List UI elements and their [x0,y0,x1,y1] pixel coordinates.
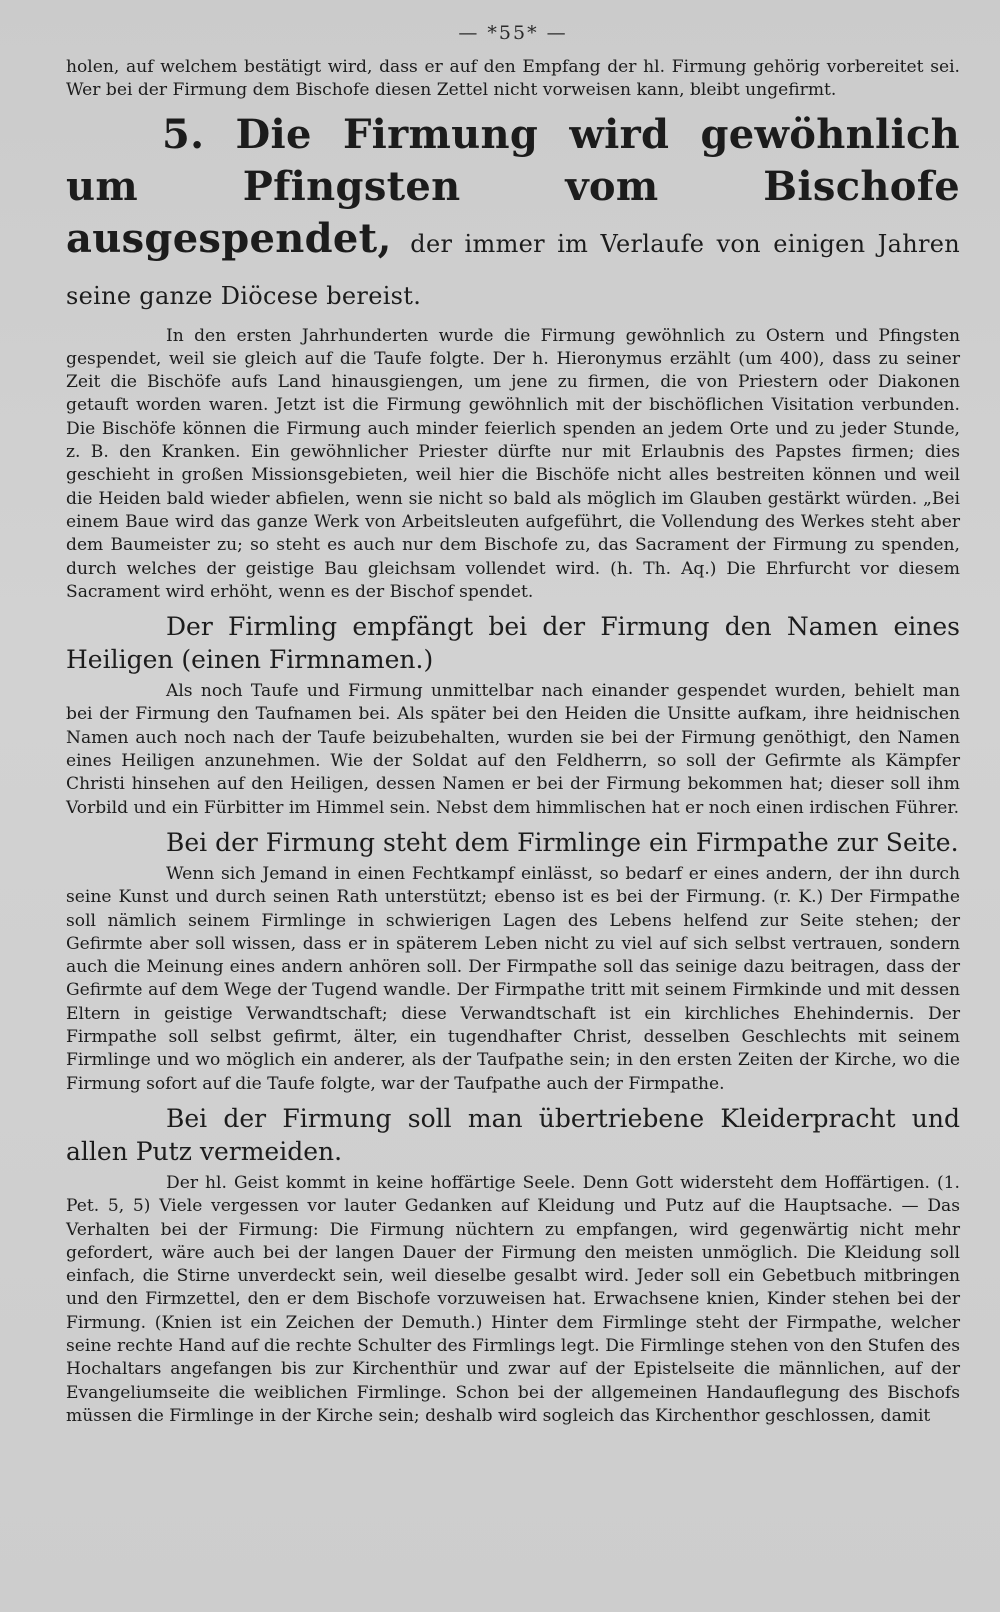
section-heading-5 [66,109,960,317]
paragraph-verhalten: Der hl. Geist kommt in keine hoffärtige Seele. Denn Gott widersteht dem Hoffärtigen. (1. Pet. 5, 5) Viele vergessen vor lauter Gedanken auf Kleidung und Putz auf die Hauptsache. — Das Verhalten bei der Firmung: Die Firmung nüchtern zu empfangen, wird gegenwärtig nicht mehr gefordert, wäre auch bei der langen Dauer der Firmung den meisten unmöglich. Die Kleidung soll einfach, die Stirne unverdeckt sein, weil dieselbe gesalbt wird. Jeder soll ein Gebetbuch mitbringen und den Firmzettel, den er dem Bischofe vorzuweisen hat. Erwachsene knien, Kinder stehen bei der Firmung. (Knien ist ein Zeichen der Demuth.) Hinter dem Firmlinge steht der Firmpathe, welcher seine rechte Hand auf die rechte Schulter des Firmlings legt. Die Firmlinge stehen von den Stufen des Hochaltars angefangen bis zur Kirchenthür und zwar auf der Epistelseite die männlichen, auf der Evangeliumseite die weiblichen Firmlinge. Schon bei der allgemeinen Handauflegung des Bischofs müssen die Firmlinge in der Kirche sein; deshalb wird sogleich das Kirchenthor geschlossen, damit [66,1172,960,1426]
paragraph-intro: holen, auf welchem bestätigt wird, dass er auf den Empfang der hl. Firmung gehörig vorbereitet sei. Wer bei der Firmung dem Bischofe diesen Zettel nicht vorweisen kann, bleibt ungefirmt. [66,57,960,101]
section-heading-5-rest: der immer im Verlaufe von einigen Jahren seine ganze Diöcese bereist. [66,229,960,310]
section-heading-5-main: 5. Die Firmung wird gewöhnlich um Pfingsten vom Bischofe ausgespendet, [66,110,960,262]
subheading-firmpathe: Bei der Firmung steht dem Firmlinge ein Firmpathe zur Seite. [166,827,959,857]
paragraph-firmpathe: Wenn sich Jemand in einen Fechtkampf einlässt, so bedarf er eines andern, der ihn durch seine Kunst und durch seinen Rath unterstützt; ebenso ist es bei der Firmung. (r. K.) Der Firmpathe soll nämlich seinem Firmlinge in schwierigen Lagen des Lebens helfend zur Seite stehen; der Gefirmte aber soll wissen, dass er in späterem Leben nicht zu viel auf sich selbst vertrauen, sondern auch die Meinung eines andern anhören soll. Der Firmpathe soll das seinige dazu beitragen, dass der Gefirmte auf dem Wege der Tugend wandle. Der Firmpathe tritt mit seinem Firmkinde und mit dessen Eltern in geistige Verwandtschaft; diese Verwandtschaft ist ein kirchliches Ehehindernis. Der Firmpathe soll selbst gefirmt, älter, ein tugendhafter Christ, desselben Geschlechts mit seinem Firmlinge und wo möglich ein anderer, als der Taufpathe sein; in den ersten Zeiten der Kirche, wo die Firmung sofort auf die Taufe folgte, war der Taufpathe auch der Firmpathe. [66,863,960,1094]
subheading-kleiderpracht: Bei der Firmung soll man übertriebene Kleiderpracht und allen Putz vermeiden. [66,1103,960,1166]
paragraph-firmname: Als noch Taufe und Firmung unmittelbar nach einander gespendet wurden, behielt man bei der Firmung den Taufnamen bei. Als später bei den Heiden die Unsitte aufkam, ihre heidnischen Namen auch noch nach der Taufe beizubehalten, wurden sie bei der Firmung genöthigt, den Namen eines Heiligen anzunehmen. Wie der Soldat auf den Feldherrn, so soll der Gefirmte als Kämpfer Christi hinsehen auf den Heiligen, dessen Namen er bei der Firmung bekommen hat; dieser soll ihm Vorbild und ein Fürbitter im Himmel sein. Nebst dem himmlischen hat er noch einen irdischen Führer. [66,681,960,818]
subheading-firmname: Der Firmling empfängt bei der Firmung den Namen eines Heiligen (einen Firmnamen.) [66,612,960,675]
paragraph-history: In den ersten Jahrhunderten wurde die Firmung gewöhnlich zu Ostern und Pfingsten gespendet, weil sie gleich auf die Taufe folgte. Der h. Hieronymus erzählt (um 400), dass zu seiner Zeit die Bischöfe aufs Land hinausgiengen, um jene zu firmen, die von Priestern oder Diakonen getauft worden waren. Jetzt ist die Firmung gewöhnlich mit der bischöflichen Visitation verbunden. Die Bischöfe können die Firmung auch minder feierlich spenden an jedem Orte und zu jeder Stunde, z. B. den Kranken. Ein gewöhnlicher Priester dürfte nur mit Erlaubnis des Papstes firmen; dies geschieht in großen Missionsgebieten, weil hier die Bischöfe nicht alles bestreiten können und weil die Heiden bald wieder abfielen, wenn sie nicht so bald als möglich im Glauben gestärkt würden. „Bei einem Baue wird das ganze Werk von Arbeitsleuten aufgeführt, die Vollendung des Werkes steht aber dem Baumeister zu; so steht es auch nur dem Bischofe zu, das Sacrament der Firmung zu spenden, durch welches der geistige Bau gleichsam vollendet wird. (h. Th. Aq.) Die Ehrfurcht vor diesem Sacrament wird erhöht, wenn es der Bischof spendet. [66,325,960,602]
page-number: — *55* — [458,22,568,44]
